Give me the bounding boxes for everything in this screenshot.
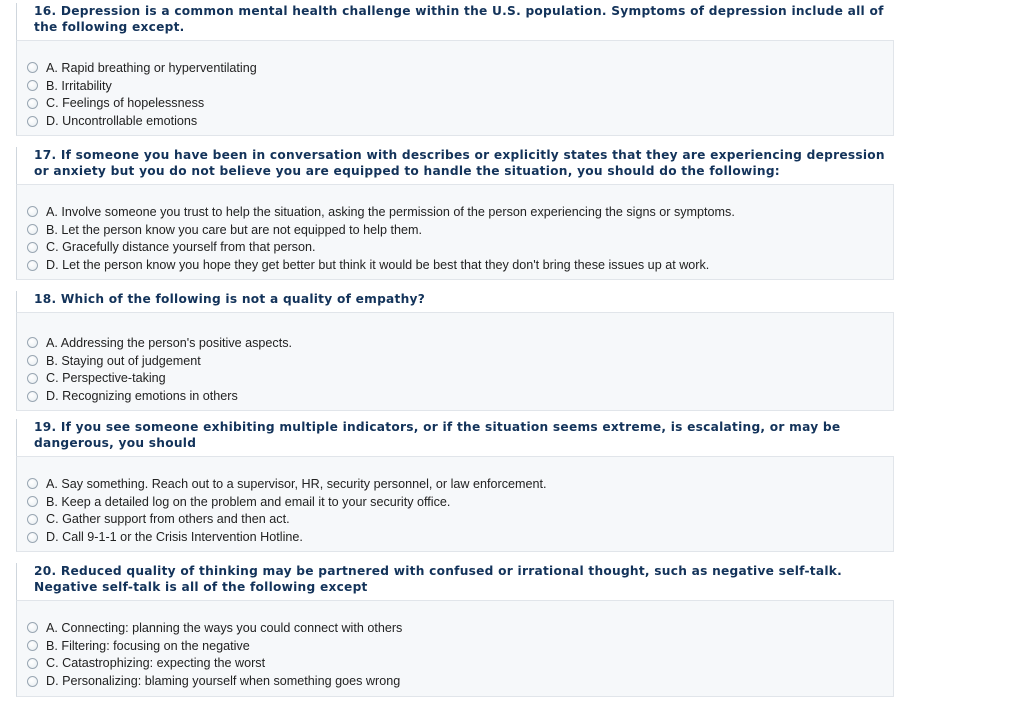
radio-button[interactable] [27, 80, 38, 91]
option-label: A. Say something. Reach out to a supervisor, HR, security personnel, or law enforcement. [46, 476, 547, 491]
option-label: A. Addressing the person's positive aspects. [46, 335, 293, 350]
radio-button[interactable] [27, 373, 38, 384]
option-b[interactable] [27, 221, 893, 239]
radio-button[interactable] [27, 62, 38, 73]
radio-button[interactable] [27, 496, 38, 507]
radio-button[interactable] [27, 658, 38, 669]
option-label: D. Let the person know you hope they get better but think it would be best that they don't bring these issues up at work. [46, 258, 710, 273]
question-prompt [16, 147, 906, 185]
option-label: B. Keep a detailed log on the problem and email it to your security office. [46, 494, 451, 509]
question-17 [16, 147, 906, 273]
radio-button[interactable] [27, 532, 38, 543]
option-label: B. Filtering: focusing on the negative [46, 638, 250, 653]
option-a[interactable] [27, 334, 893, 352]
question-16 [16, 3, 906, 129]
question-text-line1: 16. Depression is a common mental health challenge within the U.S. population. Symptoms of depression include all of [34, 4, 884, 18]
question-prompt [16, 563, 906, 601]
answer-options [16, 456, 894, 552]
option-d[interactable] [27, 387, 893, 405]
option-label: A. Involve someone you trust to help the situation, asking the permission of the person experiencing the signs or symptoms. [46, 204, 735, 219]
question-prompt [16, 291, 906, 313]
option-c[interactable] [27, 239, 893, 257]
question-text-line1: 17. If someone you have been in conversation with describes or explicitly states that they are experiencing depression [34, 148, 885, 162]
radio-button[interactable] [27, 514, 38, 525]
radio-button[interactable] [27, 355, 38, 366]
question-20 [16, 563, 906, 689]
option-label: D. Call 9-1-1 or the Crisis Intervention Hotline. [46, 530, 303, 545]
radio-button[interactable] [27, 478, 38, 489]
radio-button[interactable] [27, 242, 38, 253]
question-text-line2: the following except. [34, 20, 185, 34]
radio-button[interactable] [27, 224, 38, 235]
question-text-line2: Negative self-talk is all of the following except [34, 580, 368, 594]
option-label: C. Perspective-taking [46, 371, 166, 386]
question-text-line1: 20. Reduced quality of thinking may be partnered with confused or irrational thought, such as negative self-talk. [34, 564, 842, 578]
question-text-line1: 18. Which of the following is not a quality of empathy? [34, 292, 426, 306]
option-label: C. Catastrophizing: expecting the worst [46, 656, 266, 671]
question-prompt [16, 419, 906, 457]
option-d[interactable] [27, 672, 893, 690]
answer-options [16, 312, 894, 411]
option-a[interactable] [27, 59, 893, 77]
option-b[interactable] [27, 77, 893, 95]
answer-options [16, 600, 894, 697]
option-a[interactable] [27, 203, 893, 221]
option-label: D. Personalizing: blaming yourself when something goes wrong [46, 674, 401, 689]
option-d[interactable] [27, 112, 893, 130]
option-c[interactable] [27, 511, 893, 529]
answer-options [16, 40, 894, 136]
question-prompt [16, 3, 906, 41]
option-label: C. Feelings of hopelessness [46, 96, 205, 111]
option-a[interactable] [27, 619, 893, 637]
radio-button[interactable] [27, 116, 38, 127]
radio-button[interactable] [27, 676, 38, 687]
option-label: D. Uncontrollable emotions [46, 114, 198, 129]
option-label: B. Let the person know you care but are not equipped to help them. [46, 222, 422, 237]
answer-options [16, 184, 894, 280]
radio-button[interactable] [27, 98, 38, 109]
option-label: B. Irritability [46, 78, 112, 93]
option-label: D. Recognizing emotions in others [46, 389, 238, 404]
option-a[interactable] [27, 475, 893, 493]
option-label: A. Rapid breathing or hyperventilating [46, 60, 257, 75]
radio-button[interactable] [27, 206, 38, 217]
option-b[interactable] [27, 637, 893, 655]
radio-button[interactable] [27, 622, 38, 633]
radio-button[interactable] [27, 260, 38, 271]
question-text-line2: dangerous, you should [34, 436, 197, 450]
option-b[interactable] [27, 493, 893, 511]
option-label: C. Gather support from others and then act. [46, 512, 290, 527]
option-label: A. Connecting: planning the ways you could connect with others [46, 620, 403, 635]
question-text-line1: 19. If you see someone exhibiting multiple indicators, or if the situation seems extreme, is escalating, or may be [34, 420, 841, 434]
option-d[interactable] [27, 256, 893, 274]
radio-button[interactable] [27, 640, 38, 651]
question-18 [16, 291, 906, 404]
option-c[interactable] [27, 370, 893, 388]
option-d[interactable] [27, 528, 893, 546]
question-text-line2: or anxiety but you do not believe you are equipped to handle the situation, you should do the following: [34, 164, 780, 178]
option-c[interactable] [27, 95, 893, 113]
radio-button[interactable] [27, 337, 38, 348]
question-19 [16, 419, 906, 545]
option-c[interactable] [27, 655, 893, 673]
option-b[interactable] [27, 352, 893, 370]
option-label: C. Gracefully distance yourself from that person. [46, 240, 316, 255]
radio-button[interactable] [27, 391, 38, 402]
option-label: B. Staying out of judgement [46, 353, 201, 368]
